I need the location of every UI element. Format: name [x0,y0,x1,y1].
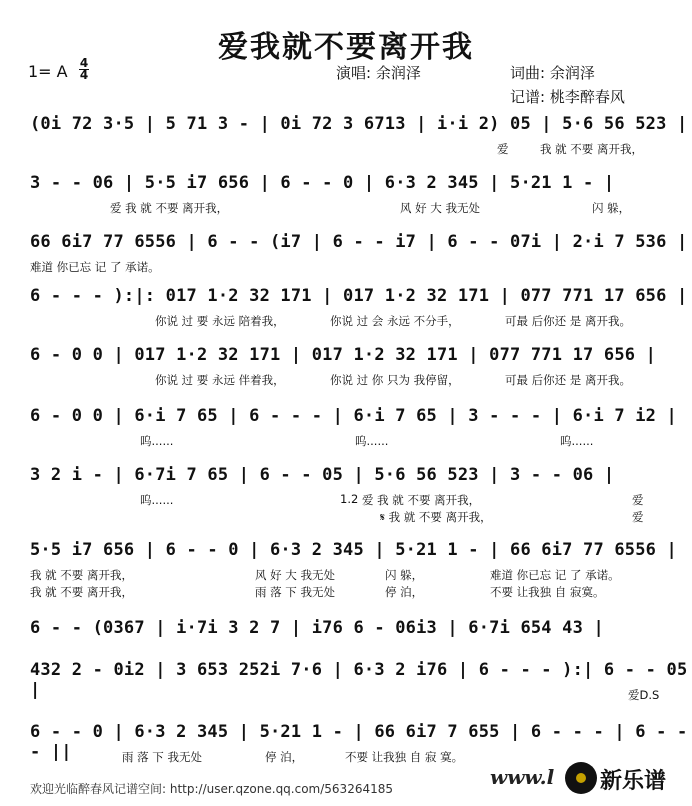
lyric-text: 风 好 大 我无处 [400,201,480,215]
notation-line: (0i 72 3·5 | 5 71 3 - | 0i 72 3 6713 | i·i 2) 05 | 5·6 56 523 | [30,114,688,134]
lyric-text: 你说 过 会 永远 不分手， [330,314,460,328]
lyric-text: 可最 后你还 是 离开我。 [505,314,631,328]
site-url-fragment: www.l [490,765,555,789]
lyric-text: 雨 落 下 我无处 [122,750,202,764]
notation-line: 6 - - 0 | 6·3 2 345 | 5·21 1 - | 66 6i7 7 655 | 6 - - - | 6 - - - || [30,722,688,762]
lyric-text-second-verse: 爱 [632,510,644,524]
lyric-text: 呜...... [560,434,594,448]
lyric-text-second-verse: 我 就 不要 离开我， [30,585,133,599]
lyric-text: 爱 [632,493,644,507]
lyric-text: 爱 [497,142,509,156]
notation-line: 5·5 i7 656 | 6 - - 0 | 6·3 2 345 | 5·21 1 - | 66 6i7 77 6556 | [30,540,677,560]
notation-line: 3 2 i - | 6·7i 7 65 | 6 - - 05 | 5·6 56 523 | 3 - - 06 | [30,465,615,485]
lyric-text: 难道 你已忘 记 了 承诺。 [490,568,620,582]
lyric-text-second-verse: 雨 落 下 我无处 [255,585,335,599]
key-signature: 1= A [28,62,68,81]
transcriber-credit: 记谱: 桃李醉春风 [510,88,625,106]
lyric-text: 风 好 大 我无处 [255,568,335,582]
time-signature-bottom: 4 [79,68,89,82]
lyric-text: 难道 你已忘 记 了 承诺。 [30,260,160,274]
lyric-text: 1.2 [340,492,359,506]
notation-line: 6 - 0 0 | 6·i 7 65 | 6 - - - | 6·i 7 65 | 3 - - - | 6·i 7 i2 | [30,406,677,426]
lyric-text: 可最 后你还 是 离开我。 [505,373,631,387]
lyric-text: 停 泊， [265,750,304,764]
logo-disc-icon [565,762,597,794]
lyric-text: 爱D.S [628,688,660,702]
notation-line: 3 - - 06 | 5·5 i7 656 | 6 - - 0 | 6·3 2 345 | 5·21 1 - | [30,173,615,193]
lyric-text: 你说 过 你 只为 我停留， [330,373,460,387]
lyric-text: 你说 过 要 永远 伴着我， [155,373,285,387]
lyric-text: 闪 躲， [592,201,631,215]
time-signature [79,58,89,81]
lyric-text: 爱 我 就 不要 离开我， [362,493,481,507]
score-title: 爱我就不要离开我 [218,30,474,65]
lyric-text: 呜...... [140,434,174,448]
lyric-text: 不要 让我独 自 寂 寞。 [345,750,464,764]
notation-line: 6 - - - ):|: 017 1·2 32 171 | 017 1·2 32 171 | 077 771 17 656 | [30,286,688,306]
lyric-text: 爱 我 就 不要 离开我， [110,201,229,215]
time-signature-top: 4 [79,56,89,70]
lyric-text: 我 就 不要 离开我， [540,142,643,156]
lyric-text-second-verse: 𝄋 我 就 不要 离开我， [380,510,492,524]
lyric-text: 我 就 不要 离开我， [30,568,133,582]
lyricist-credit: 词曲: 余润泽 [510,64,595,82]
singer-credit: 演唱: 余润泽 [336,64,421,82]
notation-line: 6 - - (0367 | i·7i 3 2 7 | i76 6 - 06i3 | 6·7i 654 43 | [30,618,604,638]
lyric-text: 你说 过 要 永远 陪着我， [155,314,285,328]
lyric-text: 闪 躲， [385,568,424,582]
lyric-text: 呜...... [140,493,174,507]
site-logo-text: 新乐谱 [600,769,667,794]
lyric-text: 呜...... [355,434,389,448]
notation-line: 432 2 - 0i2 | 3 653 252i 7·6 | 6·3 2 i76 | 6 - - - ):| 6 - - 05 | [30,660,688,700]
notation-line: 66 6i7 77 6556 | 6 - - (i7 | 6 - - i7 | 6 - - 07i | 2·i 7 536 | [30,232,688,252]
notation-line: 6 - 0 0 | 017 1·2 32 171 | 017 1·2 32 171 | 077 771 17 656 | [30,345,657,365]
lyric-text-second-verse: 停 泊， [385,585,424,599]
footer-credit: 欢迎光临醉春风记谱空间: http://user.qzone.qq.com/563264185 [30,782,394,796]
lyric-text-second-verse: 不要 让我独 自 寂寞。 [490,585,605,599]
